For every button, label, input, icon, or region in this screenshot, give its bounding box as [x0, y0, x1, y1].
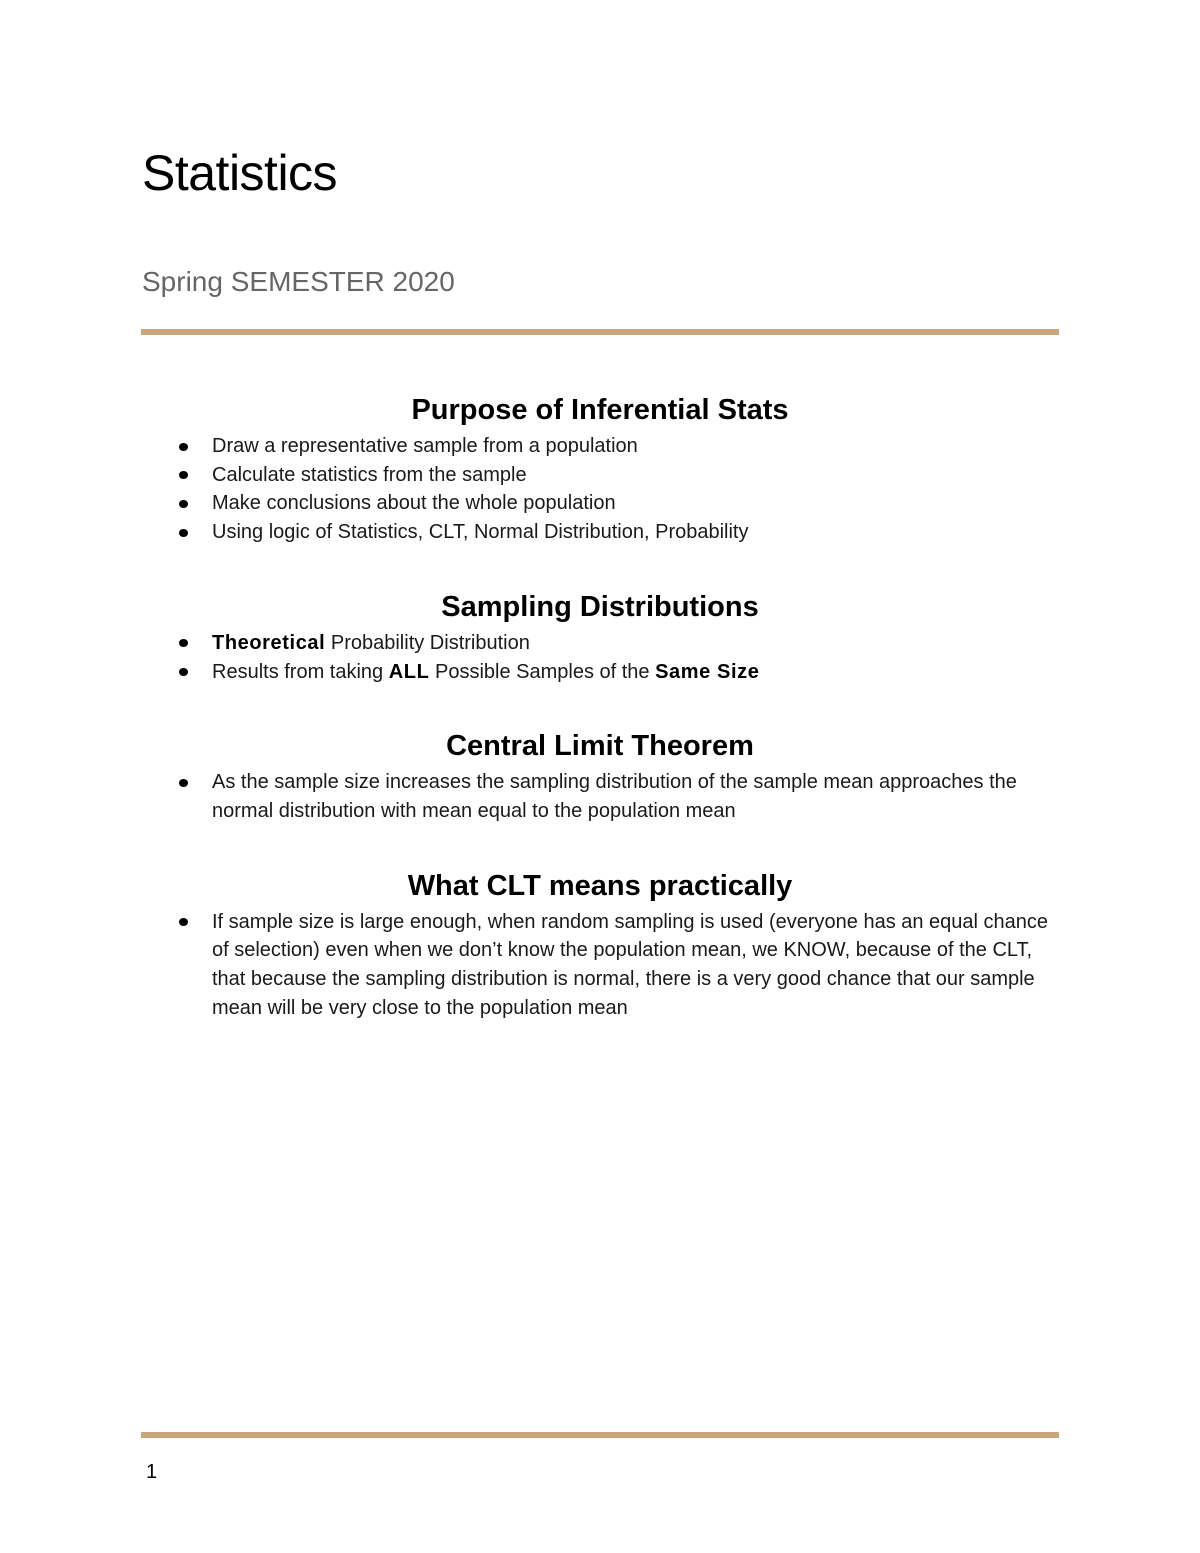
bold-term: Same Size: [655, 660, 760, 683]
section-what-clt-means-practically: [141, 864, 1059, 1023]
list-item: [141, 432, 1059, 461]
document-body: [141, 388, 1059, 1022]
bullet-icon: [179, 918, 188, 926]
list-item-text: Calculate statistics from the sample: [212, 463, 527, 486]
bullet-list: [141, 432, 1059, 547]
bullet-icon: [179, 529, 188, 537]
document-subtitle: Spring SEMESTER 2020: [142, 266, 455, 297]
section-heading: Purpose of Inferential Stats: [411, 394, 789, 426]
bullet-icon: [179, 639, 188, 647]
bullet-list: [141, 908, 1059, 1023]
page-number: 1: [146, 1461, 158, 1483]
bullet-icon: [179, 443, 188, 451]
list-item-text: If sample size is large enough, when random sampling is used (everyone has an equal chance of selection) even when we don’t know the population mean, we KNOW, because of the CLT, that because the sampling distribution is normal, there is a very good chance that our sample mean will be very close to the population mean: [212, 910, 1049, 1019]
list-item: [141, 629, 1059, 658]
bullet-list: [141, 768, 1059, 825]
list-item-text: Draw a representative sample from a population: [212, 435, 638, 457]
bullet-icon: [179, 668, 188, 676]
list-item: [141, 908, 1059, 1023]
list-item: [141, 518, 1059, 547]
header-divider: [141, 329, 1059, 335]
list-item: [141, 768, 1059, 825]
bullet-icon: [179, 500, 188, 508]
bullet-icon: [179, 471, 188, 479]
section-heading: What CLT means practically: [407, 869, 793, 902]
list-item-text: Make conclusions about the whole population: [212, 492, 616, 515]
section-central-limit-theorem: [141, 724, 1059, 825]
list-item-text: As the sample size increases the sampling distribution of the sample mean approaches the normal distribution with mean equal to the population mean: [212, 771, 1017, 822]
list-item-text: Possible Samples of the: [429, 660, 656, 683]
section-purpose-of-inferential-stats: [141, 388, 1059, 547]
bullet-icon: [179, 779, 188, 787]
list-item: [141, 461, 1059, 490]
section-heading: Sampling Distributions: [441, 590, 759, 623]
section-heading: Central Limit Theorem: [446, 730, 754, 763]
section-sampling-distributions: [141, 585, 1059, 686]
bullet-list: [141, 629, 1059, 686]
document-title: Statistics: [142, 145, 338, 201]
list-item: [141, 658, 1059, 687]
footer-divider: [141, 1432, 1059, 1438]
list-item-text: Using logic of Statistics, CLT, Normal Distribution, Probability: [212, 521, 749, 544]
list-item-text: Results from taking: [212, 660, 389, 683]
bold-term: Theoretical: [212, 631, 326, 654]
bold-term: ALL: [388, 660, 430, 683]
list-item: [141, 489, 1059, 518]
list-item-text: Probability Distribution: [325, 631, 530, 654]
